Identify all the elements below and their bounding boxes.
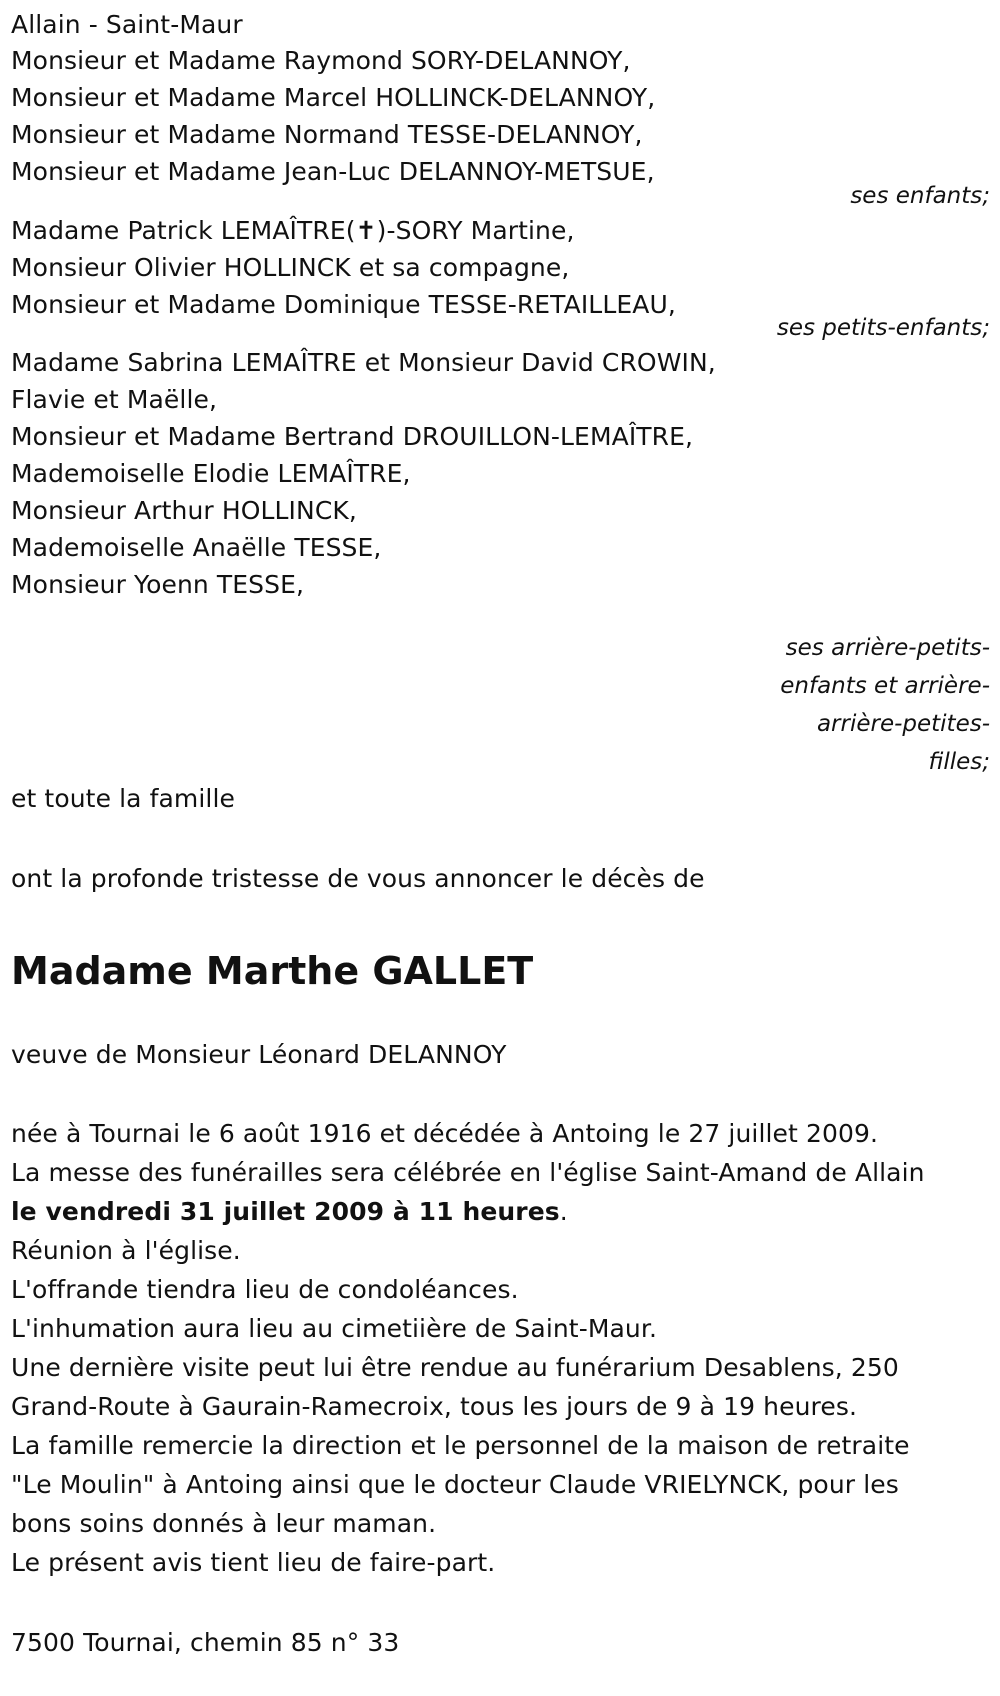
thanks-line: "Le Moulin" à Antoing ainsi que le docteur Claude VRIELYNCK, pour les (11, 1470, 899, 1499)
burial-line: L'inhumation aura lieu au cimetiière de Saint-Maur. (11, 1314, 657, 1343)
relation-label: enfants et arrière- (780, 673, 990, 699)
whole-family-line: et toute la famille (11, 784, 236, 813)
announcement-text: ont la profonde tristesse de vous annoncer le décès de (11, 864, 705, 893)
relation-label: ses petits-enfants; (776, 315, 990, 341)
family-member: Flavie et Maëlle, (11, 385, 218, 414)
notice-line: Le présent avis tient lieu de faire-part. (11, 1548, 496, 1577)
birth-death-line: née à Tournai le 6 août 1916 et décédée à Antoing le 27 juillet 2009. (11, 1119, 879, 1148)
offering-line: L'offrande tiendra lieu de condoléances. (11, 1275, 519, 1304)
family-member: Monsieur et Madame Raymond SORY-DELANNOY, (11, 46, 631, 75)
mass-line: La messe des funérailles sera célébrée en l'église Saint-Amand de Allain (11, 1158, 925, 1187)
relation-label: filles; (928, 749, 990, 775)
widow-of-line: veuve de Monsieur Léonard DELANNOY (11, 1040, 507, 1069)
family-member: Monsieur Olivier HOLLINCK et sa compagne, (11, 253, 570, 282)
location-heading: Allain - Saint-Maur (11, 10, 243, 39)
family-member: Monsieur et Madame Normand TESSE-DELANNOY, (11, 120, 643, 149)
visit-line: Une dernière visite peut lui être rendue au funérarium Desablens, 250 (11, 1353, 899, 1382)
thanks-line: bons soins donnés à leur maman. (11, 1509, 437, 1538)
family-member: Monsieur Arthur HOLLINCK, (11, 496, 357, 525)
family-member: Mademoiselle Anaëlle TESSE, (11, 533, 382, 562)
mass-date-period: . (559, 1197, 568, 1226)
family-member: Monsieur et Madame Marcel HOLLINCK-DELANNOY, (11, 83, 656, 112)
relation-label: ses arrière-petits- (785, 635, 990, 661)
family-member: Monsieur et Madame Dominique TESSE-RETAILLEAU, (11, 290, 676, 319)
relation-label: ses enfants; (850, 183, 990, 209)
family-member: Mademoiselle Elodie LEMAÎTRE, (11, 459, 411, 488)
mass-date-line (11, 1197, 568, 1227)
relation-label: arrière-petites- (816, 711, 990, 737)
mass-date: le vendredi 31 juillet 2009 à 11 heures (11, 1197, 560, 1226)
visit-line: Grand-Route à Gaurain-Ramecroix, tous les jours de 9 à 19 heures. (11, 1392, 857, 1421)
deceased-name: Madame Marthe GALLET (11, 949, 534, 993)
family-member: Monsieur Yoenn TESSE, (11, 570, 305, 599)
family-member: Madame Patrick LEMAÎTRE(✝)-SORY Martine, (11, 216, 575, 245)
address-line: 7500 Tournai, chemin 85 n° 33 (11, 1628, 400, 1657)
family-member: Madame Sabrina LEMAÎTRE et Monsieur David CROWIN, (11, 348, 716, 377)
family-member: Monsieur et Madame Bertrand DROUILLON-LEMAÎTRE, (11, 422, 694, 451)
family-member: Monsieur et Madame Jean-Luc DELANNOY-METSUE, (11, 157, 655, 186)
thanks-line: La famille remercie la direction et le personnel de la maison de retraite (11, 1431, 910, 1460)
reunion-line: Réunion à l'église. (11, 1236, 241, 1265)
